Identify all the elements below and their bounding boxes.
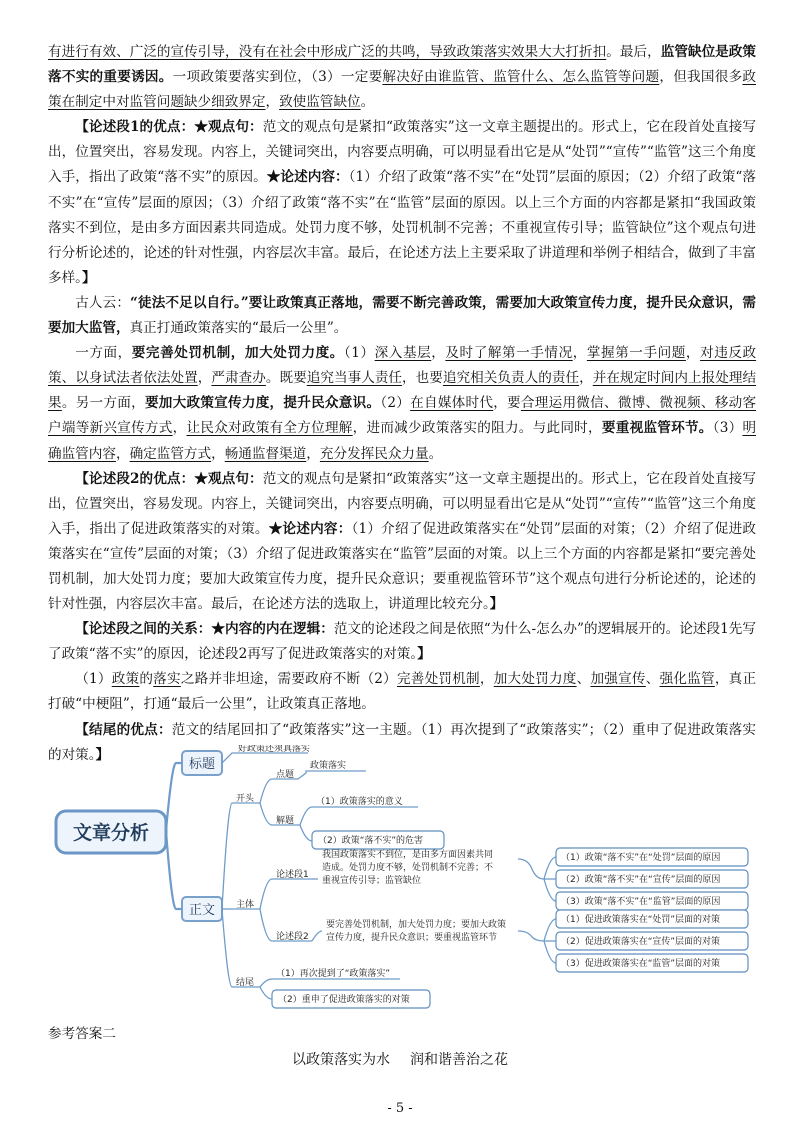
answer-title [0,1050,800,1070]
explain-item-1: （1）政策落实的意义 [316,797,403,807]
connector-main-arg2 [260,909,272,941]
body-node-label: 正文 [188,903,216,918]
connector-arg1-item1 [544,857,556,879]
ending-label: 结尾 [236,978,255,988]
arg2-brace [518,931,544,941]
mindmap-svg [48,745,760,1013]
title-node-label: 标题 [188,757,216,772]
essay-text [48,40,756,768]
paragraph-1: 有进行有效、广泛的宣传引导，没有在社会中形成广泛的共鸣，导致政策落实效果大大打折扣。最后，监管缺位是政策落不实的重要诱因。一项政策要落实到位，（3）一定要解决好由谁监管、监管什么、怎么监管等问题，但我国很多政策在制定中对监管问题缺少细致界定，致使监管缺位。 [48,44,757,111]
connector-arg2-item3 [544,941,556,963]
connector-arg2-item1 [544,919,556,941]
connector-arg2-text [312,931,322,941]
connector-root-body [166,831,182,909]
comment-argument-2: 【论述段2的优点：★观点句：范文的观点句是紧扣“政策落实”这一文章主题提出的。形式上，它在段首处直接写出，位置突出，容易发现。内容上，关键词突出，内容要点明确，可以明显看出它是从“处罚”“宣传”“监管”这三个角度入手，指出了促进政策落实的对策。★论述内容：（1）介绍了促进政策落实在“处罚”层面的对策；（2）介绍了促进政策落实在“宣传”层面的对策；（3）介绍了促进政策落实在“监管”层面的对策。以上三个方面的内容都是紧扣“要完善处罚机制，加大处罚力度；要加大政策宣传力度，提升民众意识；要重视监管环节”这个观点句进行分析论述的，论述的针对性强，内容层次丰富。最后，在论述方法的选取上，讲道理比较充分。】 [48,470,756,613]
explain-item-2: （2）政策“落不实”的危害 [318,836,424,846]
answer-label: 参考答案二 [48,1026,116,1042]
connector-body-ending [222,909,232,987]
ending-item-2: （2）重申了促进政策落实的对策 [278,995,410,1005]
arg2-item-2: （2）促进政策落实在“宣传”层面的对策 [561,937,721,947]
arg1-label: 论述段1 [276,870,309,880]
connector-arg1-item3 [544,879,556,901]
page-number: - 5 - [387,1101,413,1116]
connector-body-opening [222,803,232,909]
paragraph-measures: 一方面，要完善处罚机制，加大处罚力度。（1）深入基层，及时了解第一手情况，掌握第一手问题，对违反政策、以身试法者依法处置，严肃查办。既要追究当事人责任，也要追究相关负责人的责任，并在规定时间内上报处理结果。另一方面，要加大政策宣传力度，提升民众意识。（2）在自媒体时代，要合理运用微信、微博、微视频、移动客户端等新兴宣传方式，让民众对政策有全方位理解，进而减少政策落实的阻力。与此同时，要重视监管环节。（3）明确监管内容，确定监管方式，畅通监督渠道，充分发挥民众力量。 [48,345,757,462]
root-label: 文章分析 [72,822,150,844]
arg1-item-2: （2）政策“落不实”在“宣传”层面的原因 [561,875,721,885]
point-value: 政策落实 [310,761,347,771]
connector-opening-explain [260,803,272,825]
connector-ending-2 [260,987,272,999]
point-label: 点题 [276,770,295,780]
connector-explain-1 [300,807,418,825]
mindmap-diagram [48,745,760,1013]
arg2-label: 论述段2 [276,932,309,942]
opening-label: 开头 [236,794,255,804]
arg1-text-line-1: 我国政策落实不到位，是由多方面因素共同 [322,850,494,860]
arg2-item-1: （1）促进政策落实在“处罚”层面的对策 [561,915,721,925]
comment-ending: 【结尾的优点：范文的结尾回扣了“政策落实”这一主题。（1）再次提到了“政策落实”；（2）重申了促进政策落实的对策。】 [48,721,757,763]
arg1-text-line-2: 造成。处罚力度不够，处罚机制不完善；不 [322,863,494,873]
paragraph-conclusion: （1）政策的落实之路并非坦途，需要政府不断（2）完善处罚机制，加大处罚力度、加强宣传、强化监管，真正打破“中梗阻”，打通“最后一公里”，让政策真正落地。 [48,671,757,713]
arg2-text-line-1: 要完善处罚机制，加大处罚力度；要加大政策 [326,920,507,930]
arg1-item-1: （1）政策“落不实”在“处罚”层面的原因 [561,853,721,863]
paragraph-quote: 古人云：“徒法不足以自行。”要让政策真正落地，需要不断完善政策，需要加大政策宣传力度，提升民众意识，需要加大监管，真正打通政策落实的“最后一公里”。 [48,294,757,337]
answer-title-left: 以政策落实为水 [292,1052,390,1068]
arg1-item-3: （3）政策“落不实”在“监管”层面的原因 [561,897,721,907]
connector-explain-2 [300,825,312,841]
connector-root-title [166,763,182,831]
answer-title-right: 润和谐善治之花 [410,1052,508,1068]
arg2-item-3: （3）促进政策落实在“监管”层面的对策 [561,959,721,969]
connector-ending-1 [260,979,400,987]
main-label: 主体 [236,900,255,910]
connector-opening-point [260,779,272,803]
comment-relationship: 【论述段之间的关系：★内容的内在逻辑：范文的论述段之间是依照“为什么-怎么办”的逻辑展开的。论述段1先写了政策“落不实”的原因，论述段2再写了促进政策落实的对策。】 [48,621,756,663]
ending-item-1: （1）再次提到了“政策落实” [276,969,391,979]
arg1-brace [518,859,544,879]
comment-argument-1: 【论述段1的优点：★观点句：范文的观点句是紧扣“政策落实”这一文章主题提出的。形式上，它在段首处直接写出，位置突出，容易发现。内容上，关键词突出，内容要点明确，可以明显看出它是从“处罚”“宣传”“监管”这三个角度入手，指出了政策“落不实”的原因。★论述内容：（1）介绍了政策“落不实”在“处罚”层面的原因；（2）介绍了政策“落不实”在“宣传”层面的原因；（3）介绍了政策“落不实”在“监管”层面的原因。以上三个方面的内容都是紧扣“我国政策落实不到位，是由多方面因素共同造成。处罚力度不够，处罚机制不完善；不重视宣传引导；监管缺位”这个观点句进行分析论述的，论述的针对性强，内容层次丰富。最后，在论述方法上主要采取了讲道理和举例子相结合，做到了丰富多样。】 [48,119,756,286]
explain-label: 解题 [276,816,295,826]
connector-main-arg1 [260,879,272,909]
title-value: 好政策还须真落实 [238,745,311,754]
arg1-text-line-3: 重视宣传引导；监管缺位 [322,876,422,886]
connector-title-value [222,753,308,763]
arg2-text-line-2: 宣传力度，提升民众意识；要重视监管环节 [326,933,498,943]
